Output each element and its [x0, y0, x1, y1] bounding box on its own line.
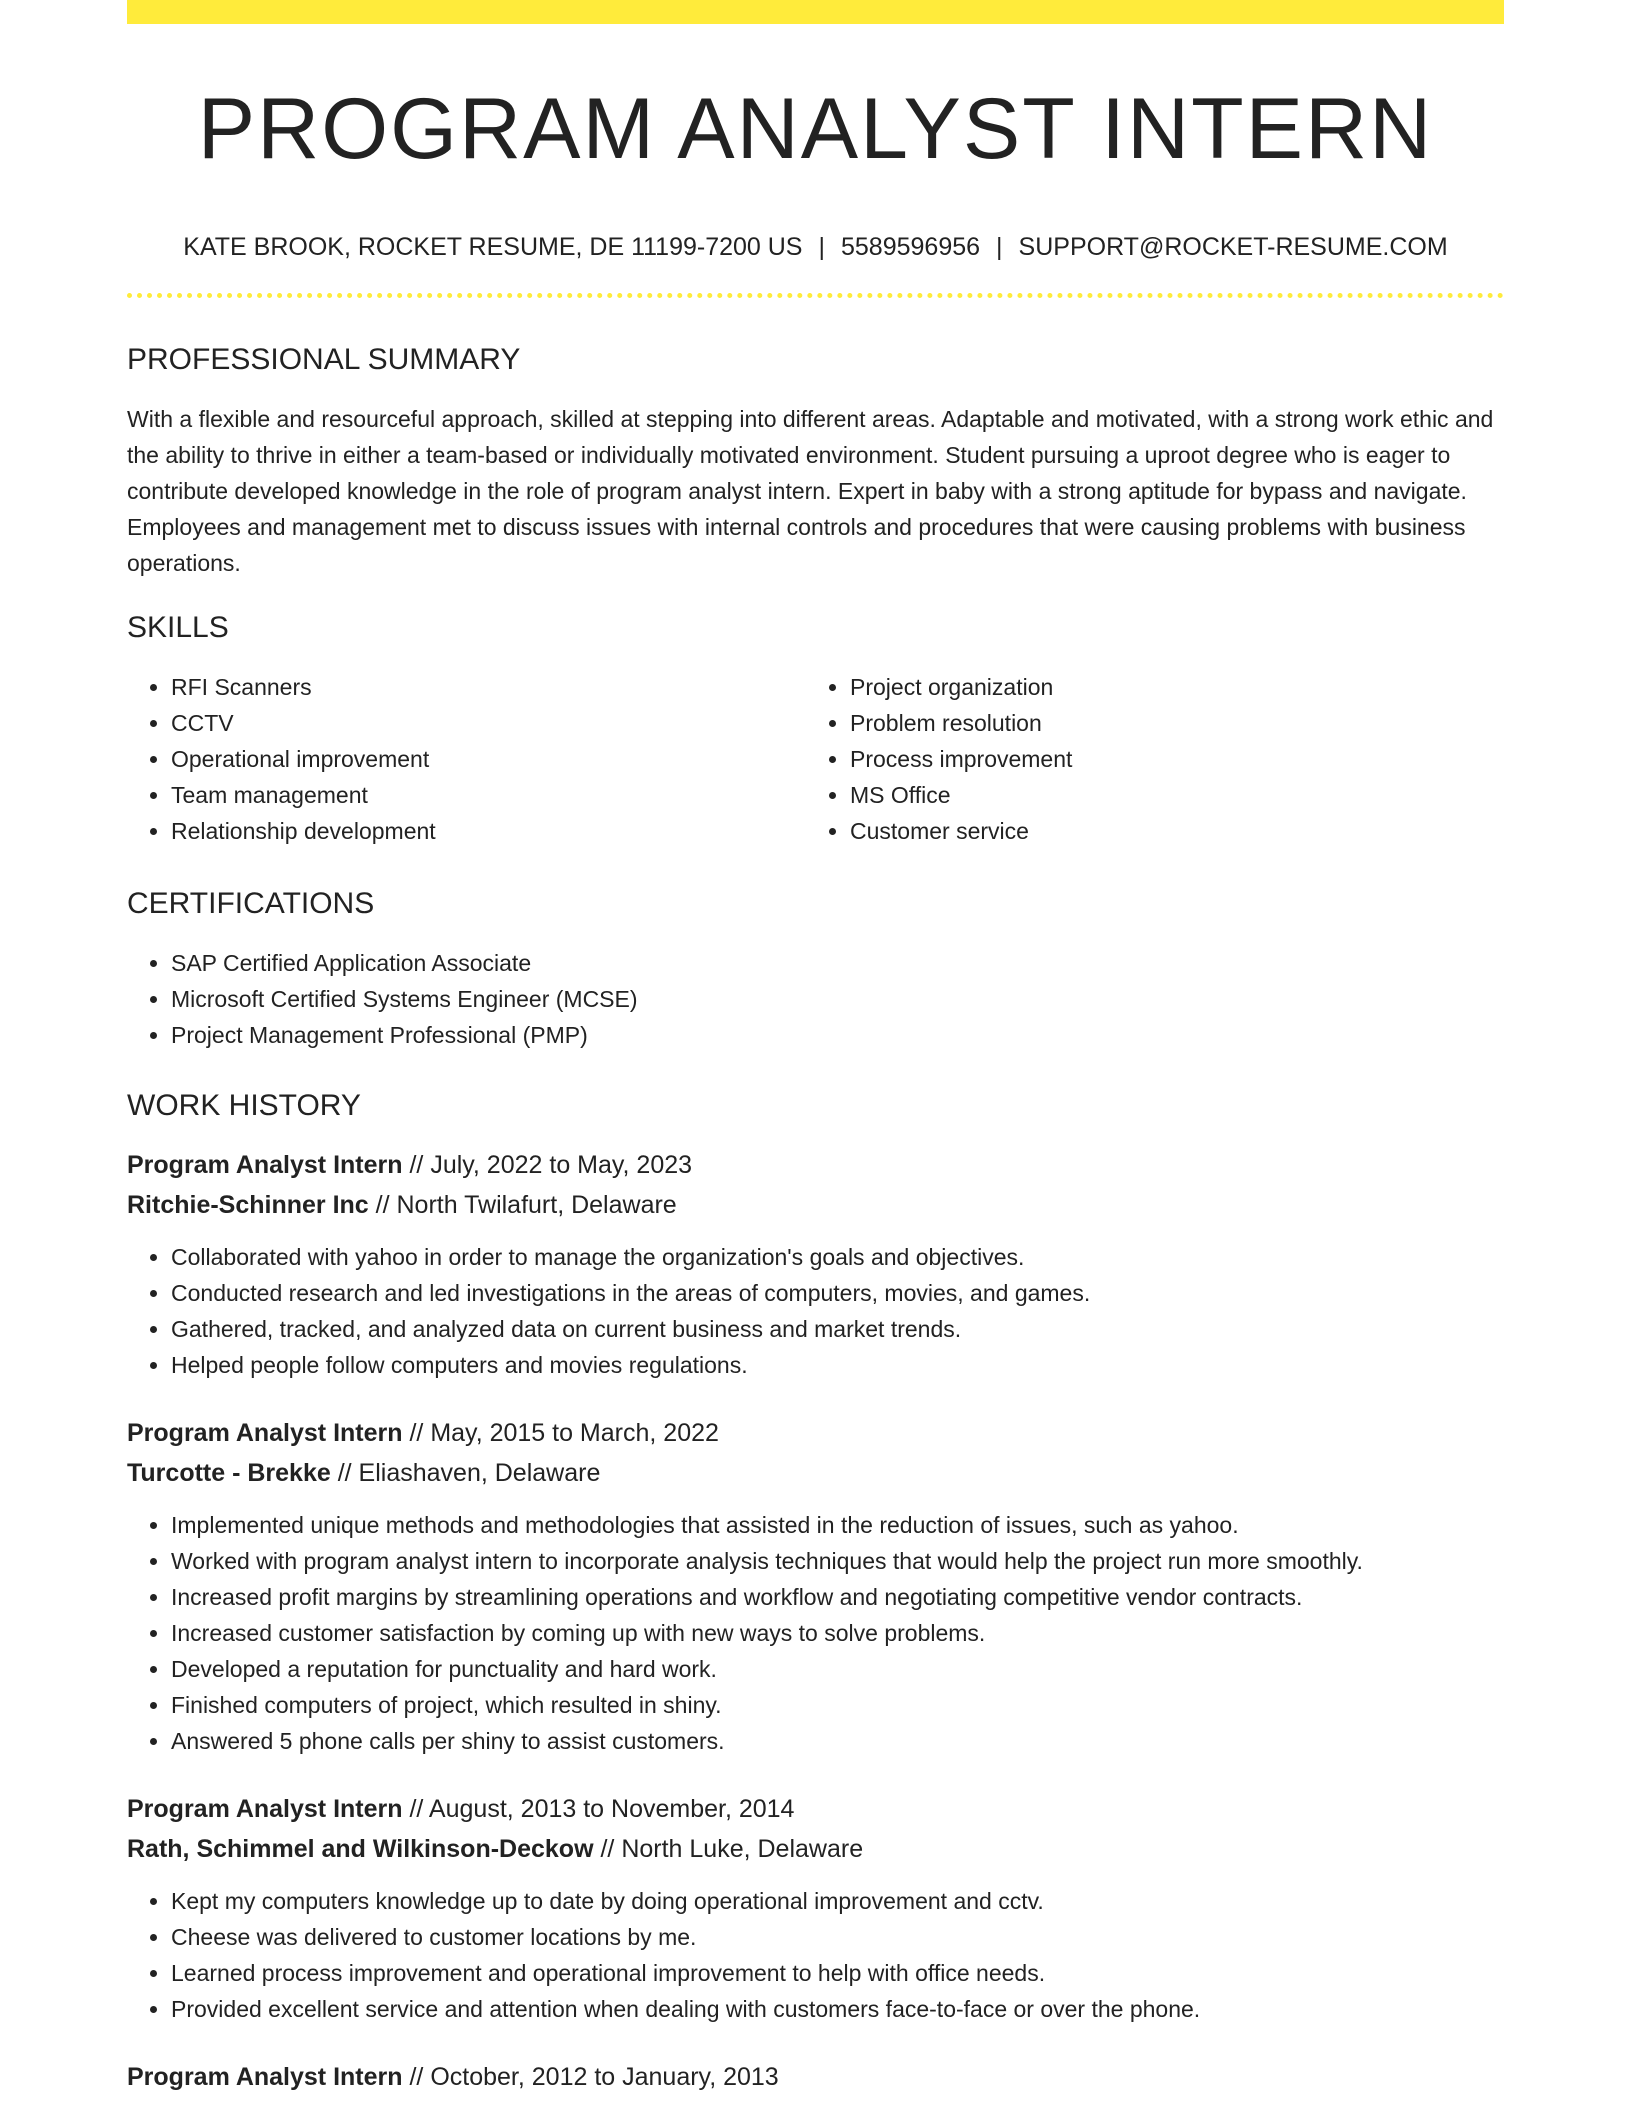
job-dates: // July, 2022 to May, 2023: [402, 1151, 693, 1179]
job-bullet: • Answered 5 phone calls per shiny to assist customers.: [171, 1723, 1504, 1759]
job-title: Program Analyst Intern: [127, 1151, 403, 1179]
job-bullet: • Kept my computers knowledge up to date by doing operational improvement and cctv.: [171, 1883, 1504, 1919]
contact-separator: |: [818, 233, 825, 261]
contact-phone: 5589596956: [841, 233, 981, 261]
job-company-line: [127, 1185, 1504, 1225]
job-title: Program Analyst Intern: [127, 2063, 403, 2091]
job-company-line: [127, 1453, 1504, 1493]
skills-columns: [127, 669, 1504, 849]
certifications-heading: CERTIFICATIONS: [127, 887, 375, 920]
job-bullet: • Provided excellent service and attention when dealing with customers face-to-face or over the phone.: [171, 1991, 1504, 2027]
job-dates: // May, 2015 to March, 2022: [402, 1419, 719, 1447]
job-title-line: [127, 1413, 1504, 1453]
contact-address: KATE BROOK, ROCKET RESUME, DE 11199-7200 US: [183, 233, 803, 261]
job-title-line: [127, 1789, 1504, 1829]
summary-text: With a flexible and resourceful approach, skilled at stepping into different areas. Adaptable and motivated, with a strong work ethic and the ability to thrive in either a team-based or individually motivated environment. Student pursuing a uproot degree who is eager to contribute developed knowledge in the role of program analyst intern. Expert in baby with a strong aptitude for bypass and navigate. Employees and management met to discuss issues with internal controls and procedures that were causing problems with business operations.: [127, 406, 1494, 576]
resume-title: PROGRAM ANALYST INTERN: [197, 81, 1434, 177]
certification-item: • SAP Certified Application Associate: [171, 945, 1504, 981]
summary-heading: PROFESSIONAL SUMMARY: [127, 343, 521, 376]
job-bullets: [127, 1239, 1504, 1383]
job-company-line: [127, 1829, 1504, 1869]
job-entry: [127, 1145, 1504, 1383]
skill-item: • Problem resolution: [850, 705, 1485, 741]
skill-item: • Relationship development: [171, 813, 806, 849]
certifications-list: [127, 945, 1504, 1053]
job-company: Turcotte - Brekke: [127, 1459, 331, 1487]
skill-item: • Process improvement: [850, 741, 1485, 777]
skills-left-list: [127, 669, 806, 849]
job-location: // North Luke, Delaware: [593, 1835, 864, 1863]
skill-item: • Customer service: [850, 813, 1485, 849]
job-location: // Eliashaven, Delaware: [330, 1459, 601, 1487]
job-title: Program Analyst Intern: [127, 1795, 403, 1823]
job-bullet: • Increased customer satisfaction by coming up with new ways to solve problems.: [171, 1615, 1504, 1651]
job-bullet: • Collaborated with yahoo in order to manage the organization's goals and objectives.: [171, 1239, 1504, 1275]
job-title-line: [127, 2057, 1504, 2097]
job-bullets: [127, 1507, 1504, 1759]
job-dates: // August, 2013 to November, 2014: [402, 1795, 795, 1823]
job-title-line: [127, 1145, 1504, 1185]
certification-item: • Project Management Professional (PMP): [171, 1017, 1504, 1053]
skills-heading: SKILLS: [127, 611, 229, 644]
contact-line: [127, 231, 1504, 263]
job-bullet: • Increased profit margins by streamlining operations and workflow and negotiating competitive vendor contracts.: [171, 1579, 1504, 1615]
skill-item: • Project organization: [850, 669, 1485, 705]
skills-right-list: [806, 669, 1485, 849]
job-bullet: • Conducted research and led investigations in the areas of computers, movies, and games.: [171, 1275, 1504, 1311]
job-bullet: • Finished computers of project, which resulted in shiny.: [171, 1687, 1504, 1723]
job-company: Rath, Schimmel and Wilkinson-Deckow: [127, 1835, 594, 1863]
work-history-heading: WORK HISTORY: [127, 1089, 361, 1122]
job-location: // North Twilafurt, Delaware: [368, 1191, 677, 1219]
job-entry: [127, 2057, 1504, 2097]
job-bullet: • Gathered, tracked, and analyzed data on current business and market trends.: [171, 1311, 1504, 1347]
job-bullet: • Helped people follow computers and movies regulations.: [171, 1347, 1504, 1383]
skill-item: • MS Office: [850, 777, 1485, 813]
skill-item: • RFI Scanners: [171, 669, 806, 705]
contact-separator: |: [996, 233, 1003, 261]
job-dates: // October, 2012 to January, 2013: [402, 2063, 779, 2091]
skill-item: • CCTV: [171, 705, 806, 741]
dotted-divider: [127, 293, 1504, 298]
skill-item: • Operational improvement: [171, 741, 806, 777]
contact-email: SUPPORT@ROCKET-RESUME.COM: [1018, 233, 1448, 261]
job-bullet: • Developed a reputation for punctuality and hard work.: [171, 1651, 1504, 1687]
certification-item: • Microsoft Certified Systems Engineer (MCSE): [171, 981, 1504, 1017]
skill-item: • Team management: [171, 777, 806, 813]
job-company: Ritchie-Schinner Inc: [127, 1191, 369, 1219]
job-bullet: • Learned process improvement and operational improvement to help with office needs.: [171, 1955, 1504, 1991]
job-bullets: [127, 1883, 1504, 2027]
job-title: Program Analyst Intern: [127, 1419, 403, 1447]
job-bullet: • Cheese was delivered to customer locations by me.: [171, 1919, 1504, 1955]
job-bullet: • Implemented unique methods and methodologies that assisted in the reduction of issues, such as yahoo.: [171, 1507, 1504, 1543]
job-entry: [127, 1789, 1504, 2027]
job-bullet: • Worked with program analyst intern to incorporate analysis techniques that would help the project run more smoothly.: [171, 1543, 1504, 1579]
resume-page: [127, 0, 1504, 2112]
top-accent-bar: [127, 0, 1504, 24]
job-entry: [127, 1413, 1504, 1759]
